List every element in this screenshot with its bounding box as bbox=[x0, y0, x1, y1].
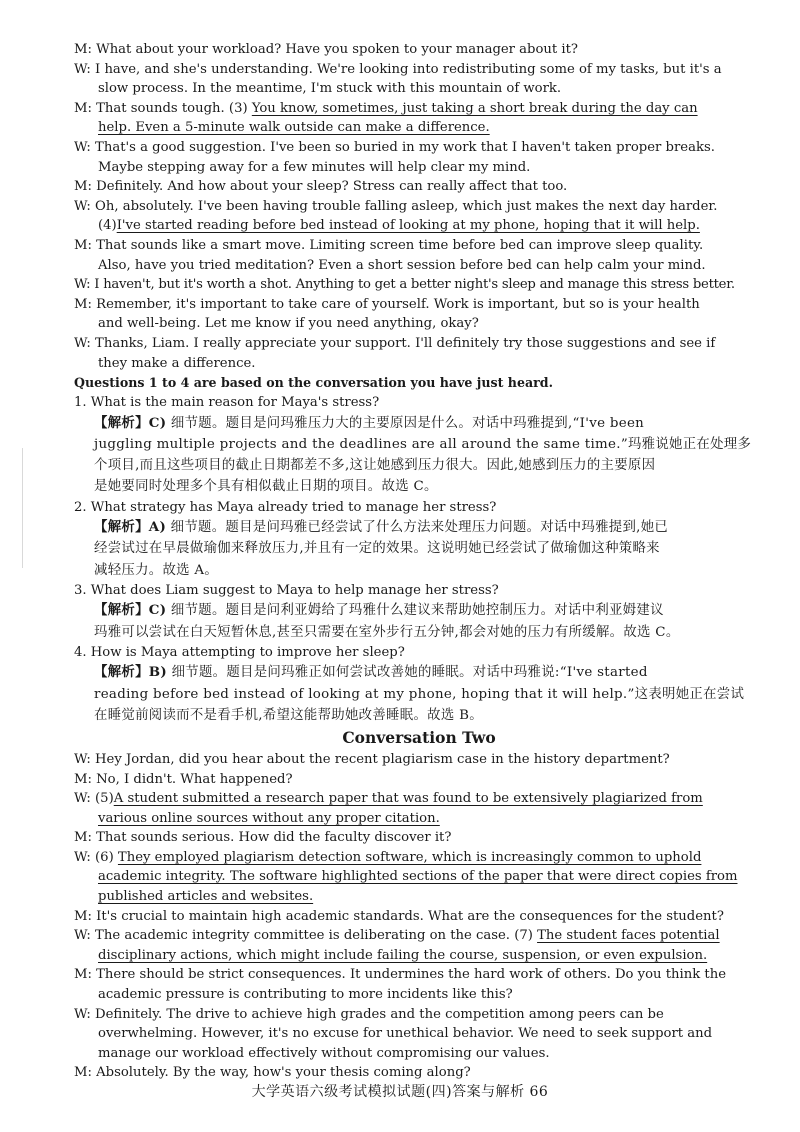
dialogue-line bbox=[74, 946, 764, 966]
analysis-line bbox=[74, 662, 764, 683]
dialogue-line: M: No, I didn't. What happened? bbox=[74, 771, 293, 787]
analysis-line bbox=[74, 600, 764, 621]
underlined-answer: help. Even a 5-minute walk outside can make a difference. bbox=[98, 120, 490, 136]
analysis-text: 细节题。题目是问玛雅已经尝试了什么方法来处理压力问题。对话中玛雅提到,她已 bbox=[170, 520, 669, 536]
dialogue-text: W: The academic integrity committee is deliberating on the case. (7) bbox=[74, 928, 538, 944]
question: 1. What is the main reason for Maya's stress? bbox=[74, 395, 380, 411]
question: 2. What strategy has Maya already tried to manage her stress? bbox=[74, 499, 497, 515]
dialogue-line: Maybe stepping away for a few minutes will help clear my mind. bbox=[98, 159, 531, 175]
dialogue-line bbox=[74, 99, 764, 119]
underlined-answer: various online sources without any proper citation. bbox=[98, 810, 440, 826]
dialogue-line: slow process. In the meantime, I'm stuck with this mountain of work. bbox=[98, 81, 562, 97]
dialogue-line: W: Hey Jordan, did you hear about the recent plagiarism case in the history department? bbox=[74, 751, 670, 767]
underlined-answer: They employed plagiarism detection software, which is increasingly common to uphold bbox=[117, 849, 702, 865]
analysis-tag: 【解析】C) bbox=[94, 414, 167, 431]
questions-heading: Questions 1 to 4 are based on the conversation you have just heard. bbox=[74, 375, 553, 391]
dialogue-line bbox=[74, 867, 764, 887]
analysis-tag: 【解析】A) bbox=[94, 519, 167, 536]
dialogue-line: overwhelming. However, it's no excuse for unethical behavior. We need to seek support and bbox=[98, 1026, 713, 1042]
dialogue-line bbox=[74, 809, 764, 829]
dialogue-line bbox=[74, 887, 764, 907]
document-body bbox=[74, 40, 764, 1083]
dialogue-line: W: I haven't, but it's worth a shot. Anything to get a better night's sleep and manage this stress better. bbox=[74, 277, 735, 293]
dialogue-line bbox=[74, 848, 764, 868]
analysis-tag: 【解析】B) bbox=[94, 664, 168, 681]
margin-mark bbox=[22, 448, 23, 568]
dialogue-text: M: That sounds tough. (3) bbox=[74, 100, 252, 116]
dialogue-line bbox=[74, 118, 764, 138]
underlined-answer: published articles and websites. bbox=[98, 889, 314, 905]
analysis-line bbox=[74, 517, 764, 538]
analysis-text: 细节题。题目是问玛雅压力大的主要原因是什么。对话中玛雅提到,“I've been bbox=[170, 415, 645, 431]
page-footer: 大学英语六级考试模拟试题(四)答案与解析 66 bbox=[251, 1084, 549, 1100]
analysis-line: reading before bed instead of looking at my phone, hoping that it will help.”这表明她正在尝试 bbox=[94, 686, 745, 702]
underlined-answer: You know, sometimes, just taking a short break during the day can bbox=[251, 100, 698, 116]
analysis-line: 是她要同时处理多个具有相似截止日期的项目。故选 C。 bbox=[94, 479, 438, 495]
underlined-answer: I've started reading before bed instead of looking at my phone, hoping that it will help. bbox=[116, 218, 700, 234]
dialogue-line: W: Oh, absolutely. I've been having trouble falling asleep, which just makes the next day harder. bbox=[74, 198, 718, 214]
analysis-line: 减轻压力。故选 A。 bbox=[94, 562, 219, 578]
dialogue-text: (4) bbox=[98, 218, 117, 234]
dialogue-text: W: (6) bbox=[74, 849, 118, 865]
analysis-line: juggling multiple projects and the deadlines are all around the same time.”玛雅说她正在处理多 bbox=[94, 436, 752, 452]
analysis-tag: 【解析】C) bbox=[94, 602, 167, 619]
dialogue-line: M: Remember, it's important to take care of yourself. Work is important, but so is your health bbox=[74, 296, 700, 312]
dialogue-line: M: Definitely. And how about your sleep? Stress can really affect that too. bbox=[74, 179, 568, 195]
question: 3. What does Liam suggest to Maya to help manage her stress? bbox=[74, 582, 499, 598]
analysis-line: 个项目,而且这些项目的截止日期都差不多,这让她感到压力很大。因此,她感到压力的主要原因 bbox=[94, 458, 656, 474]
dialogue-line: Also, have you tried meditation? Even a short session before bed can help calm your mind. bbox=[98, 257, 706, 273]
dialogue-line: manage our workload effectively without compromising our values. bbox=[98, 1045, 550, 1061]
dialogue-line bbox=[74, 216, 764, 236]
underlined-answer: disciplinary actions, which might include failing the course, suspension, or even expulsion. bbox=[98, 947, 708, 963]
question: 4. How is Maya attempting to improve her sleep? bbox=[74, 644, 405, 660]
analysis-line: 在睡觉前阅读而不是看手机,希望这能帮助她改善睡眠。故选 B。 bbox=[94, 707, 483, 723]
dialogue-line: they make a difference. bbox=[98, 355, 256, 371]
dialogue-line: M: That sounds like a smart move. Limiting screen time before bed can improve sleep quality. bbox=[74, 237, 704, 253]
underlined-answer: A student submitted a research paper that was found to be extensively plagiarized from bbox=[113, 791, 703, 807]
analysis-text: 细节题。题目是问玛雅正如何尝试改善她的睡眠。对话中玛雅说:“I've started bbox=[171, 665, 648, 681]
dialogue-line: M: Absolutely. By the way, how's your thesis coming along? bbox=[74, 1065, 471, 1081]
analysis-text: 细节题。题目是问利亚姆给了玛雅什么建议来帮助她控制压力。对话中利亚姆建议 bbox=[170, 603, 664, 619]
dialogue-line bbox=[74, 789, 764, 809]
dialogue-line: W: That's a good suggestion. I've been so buried in my work that I haven't taken proper breaks. bbox=[74, 139, 715, 155]
dialogue-line: W: Thanks, Liam. I really appreciate your support. I'll definitely try those suggestions and see if bbox=[74, 335, 716, 351]
dialogue-line bbox=[74, 926, 764, 946]
dialogue-line: W: I have, and she's understanding. We're looking into redistributing some of my tasks, but it's a bbox=[74, 61, 722, 77]
section-title: Conversation Two bbox=[342, 727, 496, 747]
dialogue-text: W: (5) bbox=[74, 791, 114, 807]
dialogue-line: W: Definitely. The drive to achieve high grades and the competition among peers can be bbox=[74, 1006, 664, 1022]
analysis-line: 玛雅可以尝试在白天短暂休息,甚至只需要在室外步行五分钟,都会对她的压力有所缓解。故选 C。 bbox=[94, 624, 680, 640]
underlined-answer: academic integrity. The software highlighted sections of the paper that were direct copies from bbox=[98, 869, 738, 885]
underlined-answer: The student faces potential bbox=[537, 928, 720, 944]
dialogue-line: M: What about your workload? Have you spoken to your manager about it? bbox=[74, 42, 578, 57]
dialogue-line: academic pressure is contributing to more incidents like this? bbox=[98, 987, 513, 1003]
dialogue-line: M: It's crucial to maintain high academic standards. What are the consequences for the student? bbox=[74, 908, 724, 924]
dialogue-line: M: There should be strict consequences. It undermines the hard work of others. Do you think the bbox=[74, 967, 727, 983]
analysis-line: 经尝试过在早晨做瑜伽来释放压力,并且有一定的效果。这说明她已经尝试了做瑜伽这种策略来 bbox=[94, 541, 660, 557]
dialogue-line: and well-being. Let me know if you need anything, okay? bbox=[98, 316, 479, 332]
dialogue-line: M: That sounds serious. How did the faculty discover it? bbox=[74, 830, 452, 846]
analysis-line bbox=[74, 413, 764, 434]
